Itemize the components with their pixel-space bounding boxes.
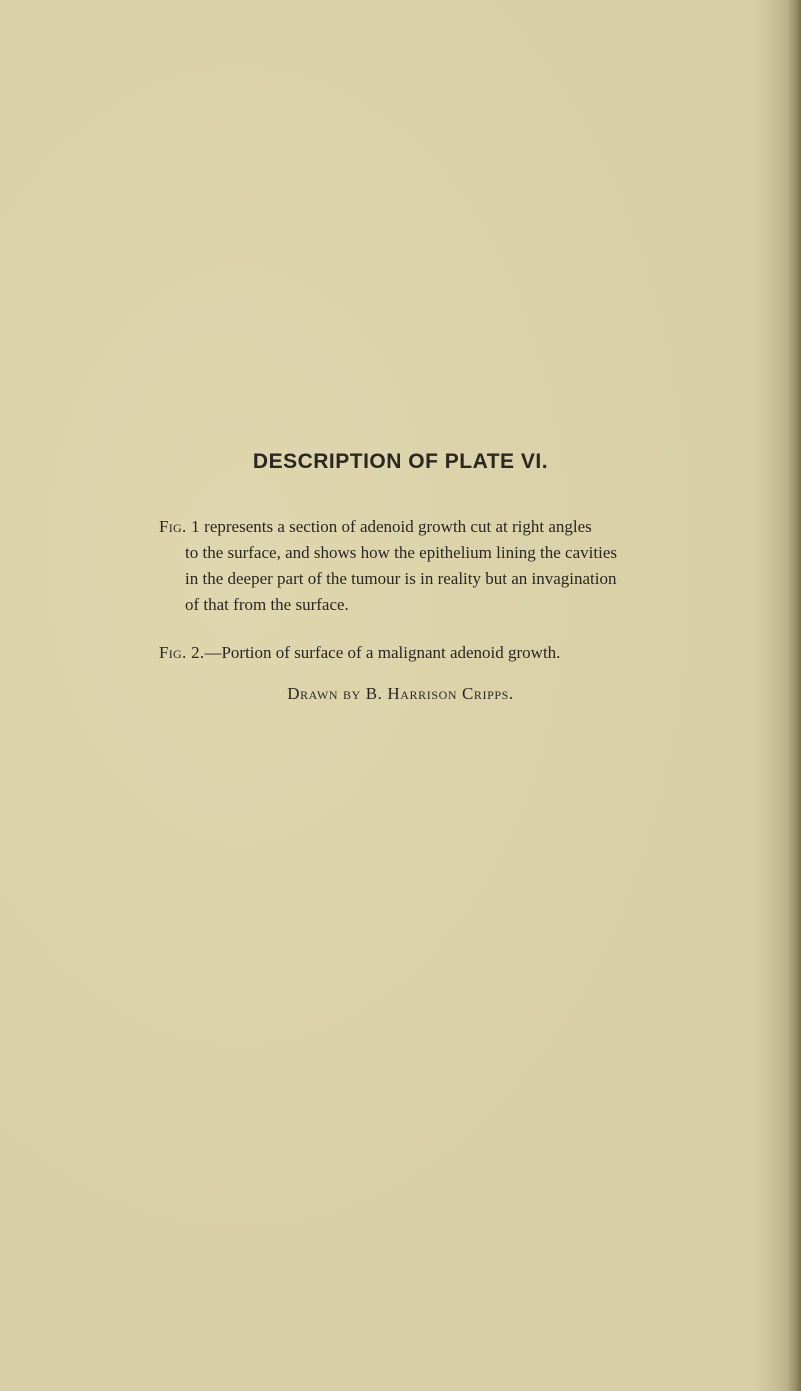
figure-1-line-2: to the surface, and shows how the epithelium lining the cavities: [185, 543, 617, 562]
figure-2-line-1: [159, 640, 734, 666]
figure-1-line-3: in the deeper part of the tumour is in reality but an invagination: [185, 569, 617, 588]
figure-1-description: [159, 514, 734, 618]
figure-2-label: Fig. 2.: [159, 643, 205, 662]
figure-2-description: [159, 640, 734, 666]
artist-credit: Drawn by B. Harrison Cripps.: [287, 684, 514, 703]
figure-2-text: —Portion of surface of a malignant adenoid growth.: [204, 643, 561, 662]
figure-1-text-line-1: represents a section of adenoid growth cut at right angles: [204, 517, 592, 536]
figure-1-label: Fig. 1: [159, 517, 200, 536]
plate-title: DESCRIPTION OF PLATE VI.: [252, 450, 549, 473]
figure-1-line-4: of that from the surface.: [185, 595, 349, 614]
figure-1-line-1: [159, 514, 734, 540]
